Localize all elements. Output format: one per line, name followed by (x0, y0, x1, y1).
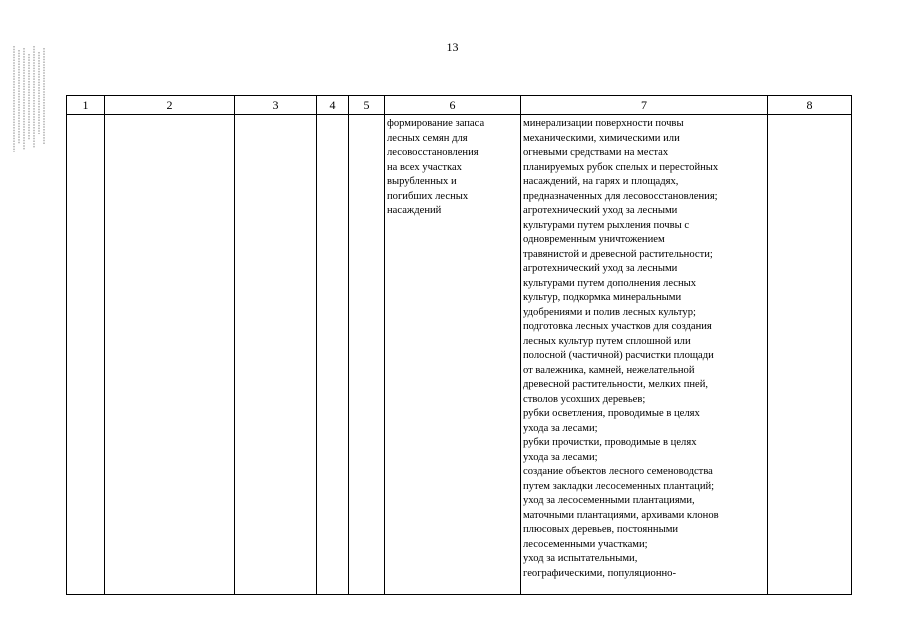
header-col-3: 3 (235, 96, 317, 115)
text-line: одновременным уничтожением (523, 234, 665, 245)
cell-col-6 (385, 115, 521, 595)
margin-stamp-mark (8, 44, 52, 154)
cell-col-3 (235, 115, 317, 595)
text-line: погибших лесных (387, 190, 469, 202)
table-row (67, 115, 852, 595)
text-line: лесных семян для (387, 132, 468, 144)
text-line: травянистой и древесной растительности; (523, 248, 713, 260)
cell-col-2 (105, 115, 235, 595)
text-line: рубки осветления, проводимые в целях (523, 408, 700, 419)
document-table (66, 95, 852, 595)
text-line: лесосеменными участками; (523, 538, 648, 550)
text-line: маточными плантациями, архивами клонов (523, 509, 719, 521)
text-line: механическими, химическими или (523, 132, 680, 144)
text-line: агротехнический уход за лесными (523, 263, 678, 274)
col6-text (385, 115, 520, 219)
text-line: полосной (частичной) расчистки площади (523, 350, 714, 361)
text-line: вырубленных и (387, 176, 457, 187)
page-number: 13 (446, 40, 459, 54)
text-line: культурами путем рыхления почвы с (523, 219, 690, 231)
header-col-6: 6 (385, 96, 521, 115)
header-col-1: 1 (67, 96, 105, 115)
text-line: рубки прочистки, проводимые в целях (523, 437, 697, 448)
text-line: культурами путем дополнения лесных (523, 277, 697, 289)
header-row (67, 96, 852, 115)
text-line: планируемых рубок спелых и перестойных (523, 161, 719, 173)
text-line: агротехнический уход за лесными (523, 205, 678, 216)
header-col-8: 8 (768, 96, 852, 115)
cell-col-8 (768, 115, 852, 595)
text-line: огневыми средствами на местах (523, 147, 669, 158)
text-line: культур, подкормка минеральными (523, 292, 682, 303)
text-line: стволов усохших деревьев; (523, 393, 646, 405)
col7-text (521, 115, 767, 581)
text-line: насаждений, на гарях и площадях, (523, 176, 679, 187)
text-line: лесных культур путем сплошной или (523, 335, 691, 347)
header-col-4: 4 (317, 96, 349, 115)
text-line: от валежника, камней, нежелательной (523, 364, 695, 376)
text-line: уход за лесосеменными плантациями, (523, 495, 695, 506)
cell-col-5 (349, 115, 385, 595)
text-line: насаждений (387, 205, 442, 216)
text-line: удобрениями и полив лесных культур; (523, 306, 696, 318)
text-line: подготовка лесных участков для создания (523, 321, 712, 332)
text-line: древесной растительности, мелких пней, (523, 379, 709, 390)
text-line: лесовосстановления (387, 147, 479, 158)
text-line: плюсовых деревьев, постоянными (523, 524, 679, 535)
text-line: географическими, популяционно- (523, 567, 676, 579)
cell-col-4 (317, 115, 349, 595)
text-line: уход за испытательными, (523, 553, 638, 564)
text-line: на всех участках (387, 161, 462, 173)
text-line: предназначенных для лесовосстановления; (523, 190, 718, 202)
text-line: формирование запаса (387, 118, 485, 129)
text-line: минерализации поверхности почвы (523, 118, 684, 129)
cell-col-1 (67, 115, 105, 595)
text-line: ухода за лесами; (523, 451, 598, 463)
cell-col-7 (521, 115, 768, 595)
header-col-7: 7 (521, 96, 768, 115)
header-col-5: 5 (349, 96, 385, 115)
text-line: путем закладки лесосеменных плантаций; (523, 480, 715, 492)
header-col-2: 2 (105, 96, 235, 115)
text-line: создание объектов лесного семеноводства (523, 466, 713, 477)
text-line: ухода за лесами; (523, 422, 598, 434)
